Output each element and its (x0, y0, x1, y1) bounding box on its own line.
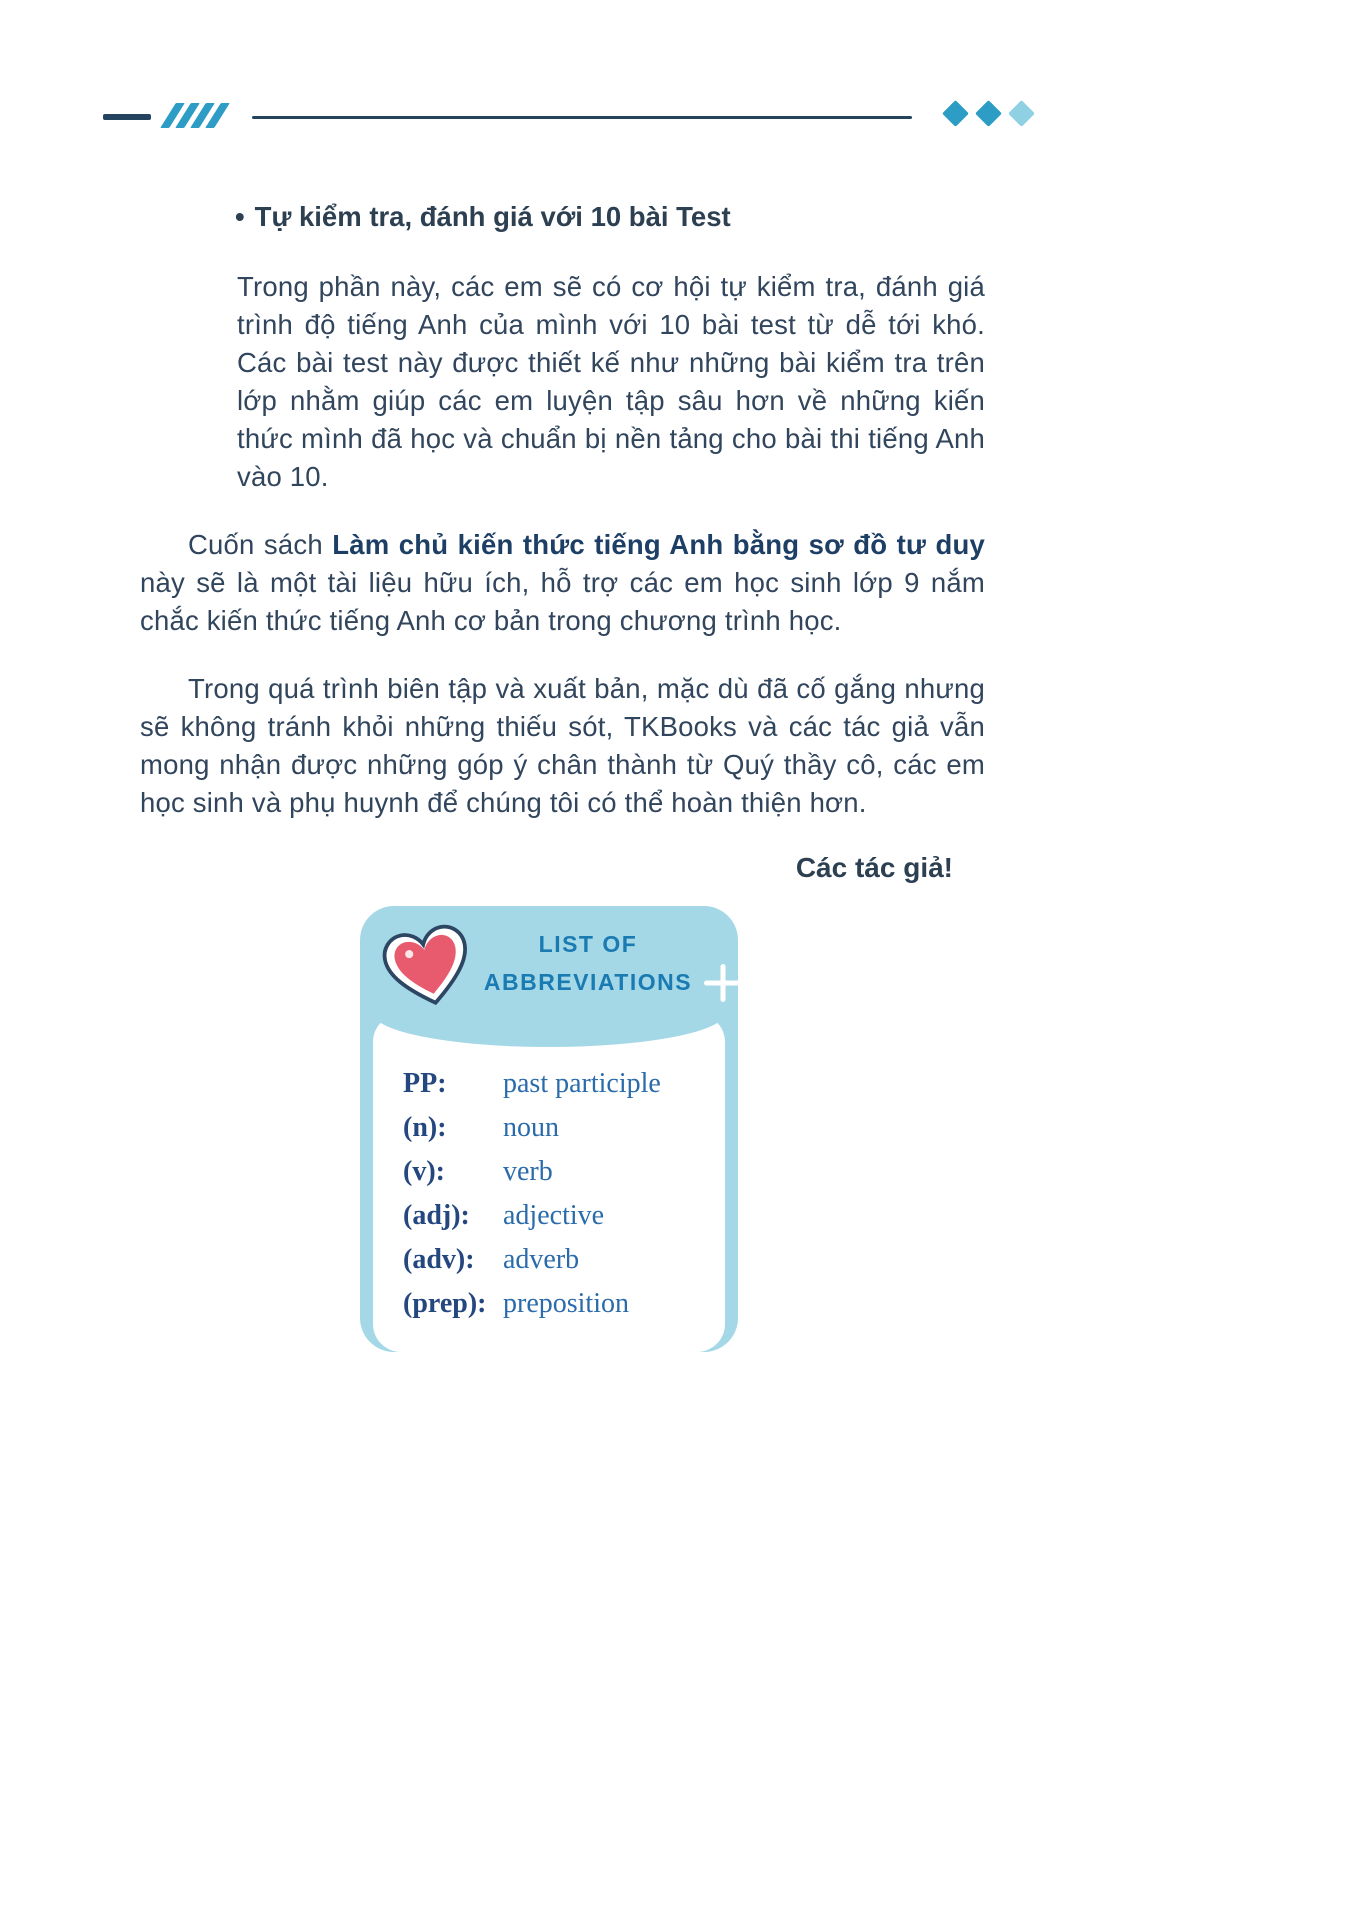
abbr-definition: adjective (503, 1200, 605, 1231)
authors-signature: Các tác giả! (795, 852, 953, 883)
header-line-short (103, 114, 151, 120)
abbr-definition: verb (503, 1156, 553, 1187)
abbreviations-card (360, 906, 738, 1352)
abbr-term: (adj): (403, 1200, 470, 1231)
book-title-bold: Làm chủ kiến thức tiếng Anh bằng sơ đồ tư duy (332, 529, 985, 560)
bullet-heading-text: Tự kiểm tra, đánh giá với 10 bài Test (254, 201, 731, 232)
abbr-row (403, 1246, 705, 1274)
bullet-icon: • (235, 201, 245, 232)
abbr-term: (v): (403, 1156, 445, 1187)
paragraph-book-prefix: Cuốn sách (188, 529, 333, 560)
paragraph-book-intro (140, 526, 985, 640)
header-diamonds (946, 104, 1031, 123)
abbr-row (403, 1202, 705, 1230)
header-line-long (252, 116, 912, 119)
abbr-row (403, 1114, 705, 1142)
heart-icon (382, 924, 474, 1010)
page-content (140, 198, 985, 1366)
bullet-heading (235, 198, 985, 236)
abbr-definition: preposition (503, 1288, 629, 1319)
abbr-row (403, 1290, 705, 1318)
paragraph-editorial: Trong quá trình biên tập và xuất bản, mặc dù đã cố gắng nhưng sẽ không tránh khỏi những thiếu sót, TKBooks và các tác giả vẫn mong nhận được những góp ý chân thành từ Quý thầy cô, các em học sinh và phụ huynh để chúng tôi có thể hoàn thiện hơn. (140, 673, 985, 818)
abbr-definition: past participle (503, 1068, 661, 1099)
abbreviations-card-title (474, 929, 708, 997)
abbreviations-panel (373, 1014, 725, 1352)
abbr-row (403, 1070, 705, 1098)
abbr-row (403, 1158, 705, 1186)
abbr-term: PP: (403, 1068, 447, 1099)
page-header-decoration (0, 100, 1355, 136)
paragraph-book-suffix: này sẽ là một tài liệu hữu ích, hỗ trợ các em học sinh lớp 9 nắm chắc kiến thức tiếng Anh cơ bản trong chương trình học. (140, 567, 985, 636)
card-title-line1: LIST OF (538, 931, 638, 957)
diamond-icon (942, 100, 969, 127)
abbreviations-card-header (360, 906, 738, 1014)
abbr-term: (n): (403, 1112, 447, 1143)
card-title-line2: ABBREVIATIONS (483, 969, 693, 995)
paragraph-tests: Trong phần này, các em sẽ có cơ hội tự kiểm tra, đánh giá trình độ tiếng Anh của mình với 10 bài test từ dễ tới khó. Các bài test này được thiết kế như những bài kiểm tra trên lớp nhằm giúp các em luyện tập sâu hơn về những kiến thức mình đã học và chuẩn bị nền tảng cho bài thi tiếng Anh vào 10. (237, 271, 985, 492)
diamond-icon (975, 100, 1002, 127)
abbr-term: (adv): (403, 1244, 475, 1275)
abbr-definition: noun (503, 1112, 559, 1143)
plus-sparkle-icon (704, 964, 742, 1002)
abbr-definition: adverb (503, 1244, 580, 1275)
header-slashes (168, 103, 222, 128)
abbr-term: (prep): (403, 1288, 487, 1319)
diamond-icon (1008, 100, 1035, 127)
